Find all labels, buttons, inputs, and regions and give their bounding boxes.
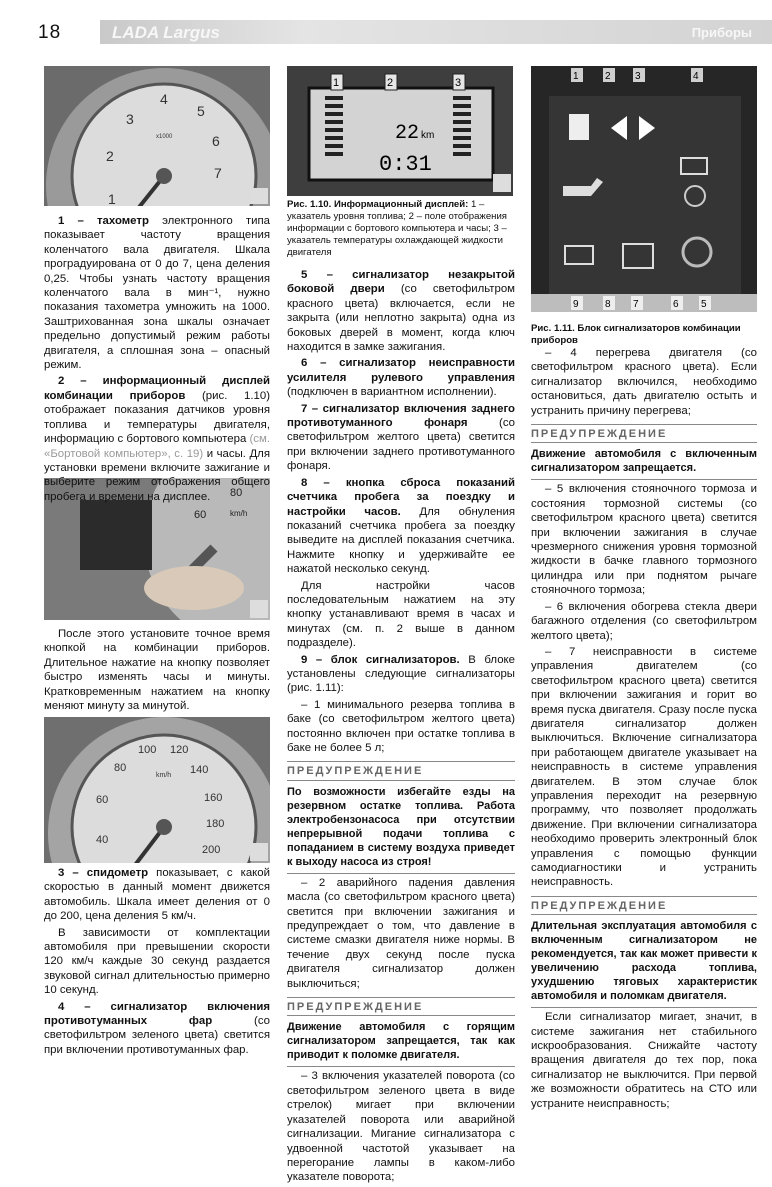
svg-text:40: 40 (96, 834, 109, 846)
speedometer-illustration (44, 717, 270, 863)
indicator-block-desc: В блоке установлены следующие сигнализаторы (рис. 1.11): (287, 653, 515, 695)
ignition-blink-paragraph: Если сигнализатор мигает, значит, в системе зажигания нет стабильного искрообразования. Снижайте частоту вращения двигателя до тех пор, пока сигнализатор не выключится. При первой же возможности обратитесь на СТО или устраните неисправность; (531, 1011, 757, 1110)
indicator-block-paragraph (287, 653, 515, 696)
display-distance: 22 (395, 122, 420, 145)
header-brand: LADA Largus (112, 23, 220, 42)
door-indicator-paragraph (287, 268, 515, 354)
callout-7: 7 (633, 299, 639, 310)
callout-6: 6 (673, 299, 679, 310)
warning-engine-text: Длительная эксплуатация автомобиля с включенным сигнализатором не рекомендуется, так как может привести к увеличению расхода топлива, ухудшению тяговых характеристик автомобиля и поломкам двигателя. (531, 919, 757, 1008)
warning-lights-photo (531, 66, 757, 312)
oil-pressure-paragraph: – 2 аварийного падения давления масла (со светофильтром красного цвета) светится при включении зажигания и предупреждает о том, что давление в системе смазки двигателя ниже нормы. В течение двух секунд после пуска двигателя сигнализатор должен выключиться; (287, 876, 515, 990)
info-display-desc-b: и часы. Для установки времени включите зажигание и выберите режим отображения общего пробега и времени на дисплее. (44, 447, 270, 503)
turn-signal-paragraph: – 3 включения указателей поворота (со светофильтром зеленого цвета в виде стрелок) мигает при включении указателей поворота или аварийной сигнализации. Мигание сигнализатора с удвоенной частотой указывает на перегорание лампы в каком-либо указателе поворота; (287, 1070, 515, 1184)
fig-1-10-label: Рис. 1.10. Информационный дисплей: (287, 199, 469, 210)
overheat-paragraph: – 4 перегрева двигателя (со светофильтром красного цвета). Если сигнализатор включился, необходимо остановиться, дать двигателю остыть и устранить причину перегрева; (531, 347, 757, 417)
warning-heading: ПРЕДУПРЕЖДЕНИЕ (287, 997, 515, 1016)
svg-text:80: 80 (230, 487, 243, 499)
tachometer-paragraph (44, 214, 270, 372)
svg-text:120: 120 (170, 744, 189, 756)
door-indicator-term: 5 – сигнализатор незакрытой боковой двери (287, 269, 515, 296)
column-1-top (44, 214, 270, 506)
power-steering-desc: (подключен в вариантном исполнении). (287, 386, 497, 399)
speedometer-desc: показывает, с какой скоростью в данный момент движется автомобиль. Шкала имеет деления от 0 до 200, цена деления 5 км/ч. (44, 867, 270, 923)
svg-text:160: 160 (204, 792, 223, 804)
svg-text:5: 5 (197, 103, 205, 119)
clock-adjust-paragraph: Для настройки часов последовательным нажатием на эту кнопку устанавливают время в часах и минутах (см. п. 2 выше в данном подразделе). (287, 579, 515, 650)
fig-1-10-caption (287, 199, 515, 259)
display-callout-2: 2 (387, 77, 394, 89)
warning-heading: ПРЕДУПРЕЖДЕНИЕ (531, 896, 757, 915)
header-section: Приборы (691, 25, 752, 40)
speedometer-paragraph (44, 866, 270, 924)
rear-fog-paragraph (287, 402, 515, 474)
speed-warning-paragraph: В зависимости от комплектации автомобиля при превышении скорости 120 км/ч каждые 30 секунд раздается звуковой сигнал длительностью примерно 10 секунд. (44, 926, 270, 997)
svg-text:180: 180 (206, 818, 225, 830)
svg-text:100: 100 (138, 744, 157, 756)
fuel-pump-icon (569, 114, 589, 140)
fog-lights-term: 4 – сигнализатор включения противотуманных фар (44, 1000, 270, 1028)
svg-text:200: 200 (202, 844, 221, 856)
svg-text:2: 2 (106, 148, 114, 164)
column-1-bottom (44, 866, 270, 1059)
callout-4: 4 (693, 71, 699, 82)
svg-text:80: 80 (114, 762, 127, 774)
speedo-unit-label-1: km/h (230, 509, 248, 518)
rear-fog-term: 7 – сигнализатор включения заднего противотуманного фонаря (287, 402, 515, 430)
callout-2: 2 (605, 71, 611, 82)
fig-1-10-text: 1 – указатель уровня топлива; 2 – поле отображения информации с бортового компьютера и часы; 3 – указатель температуры охлаждающей жидкости двигателя (287, 199, 508, 258)
tacho-unit-label: x1000 (156, 134, 173, 140)
parking-brake-paragraph: – 5 включения стояночного тормоза и состояния тормозной системы (со светофильтром красного цвета) светится при включении зажигания в случае чрезмерного снижения уровня тормозной жидкости в бачке главного тормозного цилиндра или при поднятом рычаге стояночного тормоза; (531, 483, 757, 597)
display-callout-3: 3 (455, 77, 462, 89)
info-display-term: 2 – информационный дисплей комбинации приборов (44, 375, 270, 402)
warning-fuel-text: По возможности избегайте езды на резервном остатке топлива. Работа электробензонасоса при отсутствии непрерывной подачи топлива с попаданием в систему воздуха приведет к выходу насоса из строя! (287, 785, 515, 874)
svg-text:6: 6 (212, 133, 220, 149)
callout-5: 5 (701, 299, 707, 310)
svg-text:4: 4 (160, 91, 168, 107)
tachometer-illustration (44, 66, 270, 206)
clock-setting-paragraph: После этого установите точное время кнопкой на комбинации приборов. Длительное нажатие на кнопку позволяет быстро изменять часы и минуты. Кратковременным нажатием на кнопку меняют минуту за минутой. (44, 628, 270, 713)
page-header (0, 0, 772, 52)
onboard-computer-ref: (см. «Бортовой компьютер», с. 19) (44, 433, 270, 460)
callout-9: 9 (573, 299, 579, 310)
rear-heater-paragraph: – 6 включения обогрева стекла двери багажного отделения (со светофильтром желтого цвета); (531, 600, 757, 642)
svg-text:3: 3 (126, 111, 134, 127)
fog-lights-desc: (со светофильтром зеленого цвета) светится при включении противотуманных фар. (44, 1015, 270, 1056)
column-1-mid (44, 627, 270, 715)
callout-1: 1 (573, 71, 579, 82)
speedo-unit-label-2: km/h (156, 772, 172, 779)
column-3 (531, 346, 757, 1113)
warning-oil-text: Движение автомобиля с горящим сигнализатором запрещается, так как приводит к поломке двигателя. (287, 1020, 515, 1067)
tachometer-photo (44, 66, 270, 206)
speedometer-photo (44, 717, 270, 863)
engine-fault-paragraph: – 7 неисправности в системе управления двигателем (со светофильтром красного цвета) светится при включении зажигания и горит во время пуска двигателя. Сразу после пуска двигателя сигнализатор должен выключиться. Включение сигнализатора при работающем двигателе указывает на неисправность в системе управления двигателем. В этом случае блок управления переходит на резервную программу, что позволяет продолжать движение. При включении сигнализатора необходимо проверить электронный блок управления с помощью функции самодиагностики и устранить неисправность. (531, 645, 757, 889)
info-display-illustration (287, 66, 513, 196)
callout-3: 3 (635, 71, 641, 82)
info-display-photo (287, 66, 513, 196)
tachometer-desc: электронного типа показывает частоту вращения коленчатого вала двигателя. Шкала проградуирована от 0 до 7, цена деления 0,25. Чтобы узнать частоту вращения коленчатого вала в мин⁻¹, нужно показания тахометра умножить на 1000. Заштрихованная зона шкалы означает предельно допустимый режим работы двигателя, а сплошная зона – опасный режим. (44, 215, 270, 372)
display-distance-unit: km (421, 130, 435, 141)
fog-lights-paragraph (44, 1000, 270, 1058)
reset-button-term: 8 – кнопка сброса показаний счетчика пробега за поездку и настройки часов. (287, 476, 515, 518)
warning-heading: ПРЕДУПРЕЖДЕНИЕ (531, 424, 757, 443)
fig-1-11-text: Рис. 1.11. Блок сигнализаторов комбинации приборов (531, 323, 741, 346)
fig-1-11-caption (531, 323, 759, 347)
tachometer-term: 1 – тахометр (58, 215, 149, 227)
svg-text:60: 60 (194, 509, 207, 521)
display-callout-1: 1 (333, 77, 340, 89)
indicator-block-term: 9 – блок сигнализаторов. (301, 653, 460, 666)
page-number: 18 (38, 22, 62, 43)
warning-lights-illustration (531, 66, 757, 312)
info-display-desc-a: (рис. 1.10) отображает показания датчиков уровня топлива и температуры двигателя, информацию с бортового компьютера (44, 389, 270, 446)
reset-button-desc: Для обнуления показаний счетчика пробега за поездку выведите на дисплей показания счетчика. Нажмите кнопку и удерживайте ее нажатой несколько секунд. (287, 505, 515, 576)
svg-text:1: 1 (108, 191, 116, 206)
fuel-reserve-paragraph: – 1 минимального резерва топлива в баке (со светофильтром желтого цвета) постоянно включен при остатке топлива в баке не более 5 л; (287, 698, 515, 754)
power-steering-term: 6 – сигнализатор неисправности усилителя рулевого управления (287, 357, 515, 384)
info-display-paragraph (44, 374, 270, 504)
door-indicator-desc: (со светофильтром красного цвета) включается, если не закрыта (или неплотно закрыта) одна из боковых дверей в момент, когда ключ находится в замке зажигания. (287, 283, 515, 354)
reset-button-paragraph (287, 476, 515, 577)
column-2 (287, 268, 515, 1187)
power-steering-paragraph (287, 356, 515, 399)
warning-overheat-text: Движение автомобиля с включенным сигнализатором запрещается. (531, 447, 757, 480)
svg-text:60: 60 (96, 794, 109, 806)
svg-text:7: 7 (214, 165, 222, 181)
callout-8: 8 (605, 299, 611, 310)
svg-text:140: 140 (190, 764, 209, 776)
speedometer-term: 3 – спидометр (58, 867, 149, 879)
warning-heading: ПРЕДУПРЕЖДЕНИЕ (287, 761, 515, 780)
display-clock: 0:31 (379, 152, 432, 177)
rear-fog-desc: (со светофильтром желтого цвета) светится при включении заднего противотуманного фонаря. (287, 417, 515, 473)
